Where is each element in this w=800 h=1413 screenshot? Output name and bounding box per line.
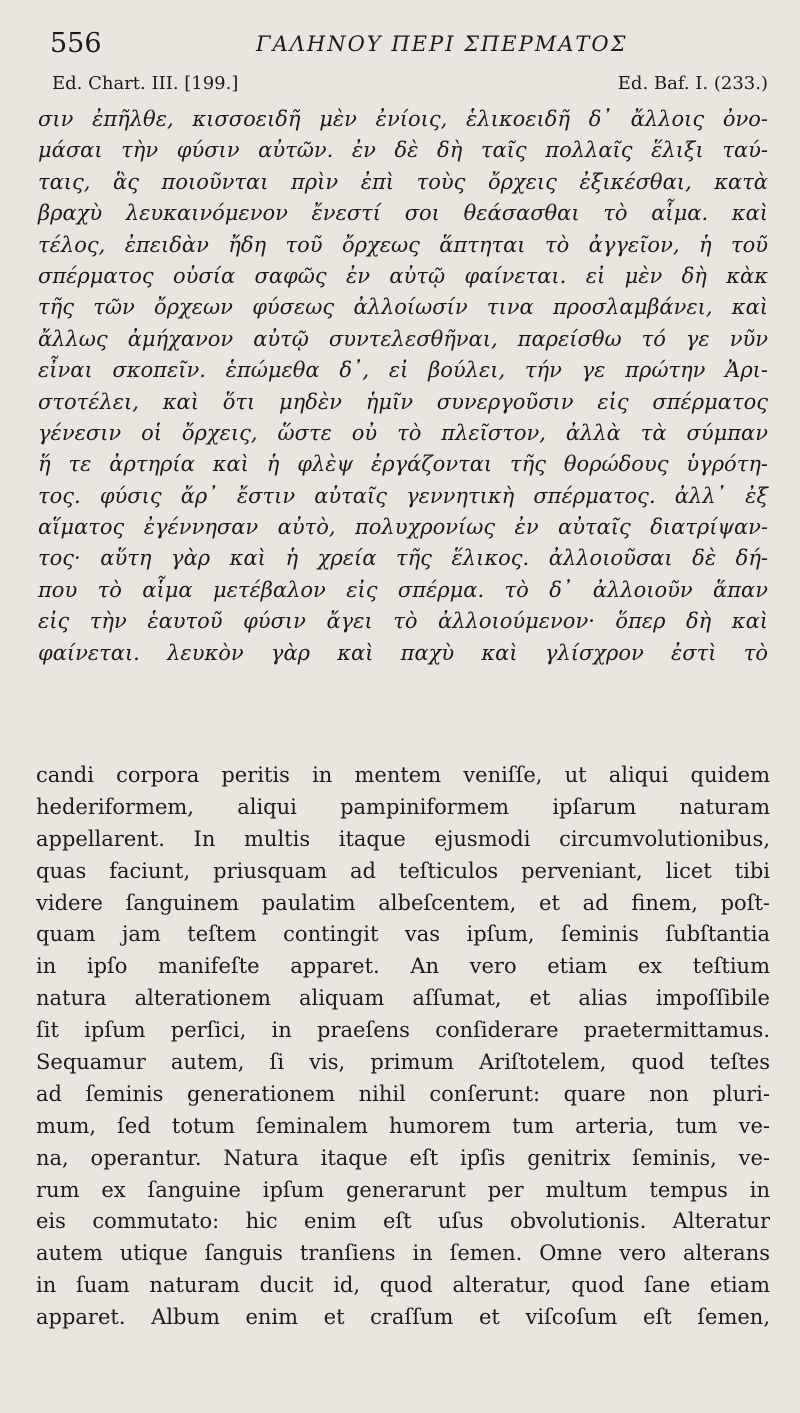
latin-line: candi corpora peritis in mentem veniſſe, ut aliqui quidem — [36, 763, 770, 787]
latin-line: apparet. Album enim et craſſum et viſcoſum eſt ſemen, — [36, 1305, 770, 1330]
greek-line: τος. φύσις ἄρ᾽ ἔστιν αὐταῖς γεννητικὴ σπέρματος. ἀλλ᾽ ἐξ — [38, 483, 768, 508]
greek-line: σιν ἐπῆλθε, κισσοειδῆ μὲν ἐνίοις, ἑλικοειδῆ δ᾽ ἄλλοις ὀνο- — [38, 107, 768, 131]
latin-line: quam jam teſtem contingit vas ipſum, ſeminis ſubſtantia — [36, 922, 770, 947]
latin-line: na, operantur. Natura itaque eſt ipſis genitrix ſeminis, ve- — [36, 1145, 770, 1170]
greek-line: ἥ τε ἀρτηρία καὶ ἡ φλὲψ ἐργάζονται τῆς θορώδους ὑγρότη- — [38, 452, 768, 477]
page-number: 556 — [50, 28, 102, 59]
greek-line: τῆς τῶν ὄρχεων φύσεως ἀλλοίωσίν τινα προσλαμβάνει, καὶ — [38, 295, 768, 320]
latin-line: quas faciunt, priusquam ad teſticulos perveniant, licet tibi — [36, 858, 770, 883]
edition-reference-line — [52, 73, 768, 101]
greek-line: εἰς τὴν ἑαυτοῦ φύσιν ἄγει τὸ ἀλλοιούμενον· ὅπερ δὴ καὶ — [38, 609, 768, 634]
greek-line: που τὸ αἷμα μετέβαλον εἰς σπέρμα. τὸ δ᾽ ἀλλοιοῦν ἅπαν — [38, 577, 768, 602]
running-title: ΓΑΛΗΝΟΥ ΠΕΡΙ ΣΠΕΡΜΑΤΟΣ — [256, 32, 628, 56]
greek-line: φαίνεται. λευκὸν γὰρ καὶ παχὺ καὶ γλίσχρον ἐστὶ τὸ — [38, 640, 768, 665]
greek-line: ταις, ἃς ποιοῦνται πρὶν ἐπὶ τοὺς ὄρχεις ἐξικέσθαι, κατὰ — [38, 169, 768, 194]
latin-text-block — [36, 760, 770, 1334]
greek-line: αἵματος ἐγέννησαν αὐτὸ, πολυχρονίως ἐν αὐταῖς διατρίψαν- — [38, 515, 768, 540]
greek-line: γένεσιν οἱ ὄρχεις, ὥστε οὐ τὸ πλεῖστον, ἀλλὰ τὰ σύμπαν — [38, 420, 768, 445]
latin-line: hederiformem, aliqui pampiniformem ipſarum naturam — [36, 794, 770, 819]
latin-line: Sequamur autem, ſi vis, primum Ariſtotelem, quod teſtes — [36, 1050, 770, 1075]
latin-line: mum, ſed totum ſeminalem humorem tum arteria, tum ve- — [36, 1113, 770, 1138]
greek-text-block — [38, 104, 768, 669]
latin-line: ad ſeminis generationem nihil conſerunt: quare non pluri- — [36, 1081, 770, 1106]
latin-line: ſit ipſum perſici, in praeſens conſiderare praetermittamus. — [36, 1018, 770, 1043]
running-head — [38, 24, 762, 60]
edition-reference-basel: Ed. Baf. I. (233.) — [617, 73, 768, 94]
latin-line: in ipſo manifeſte apparet. An vero etiam ex teſtium — [36, 954, 770, 979]
latin-line: in ſuam naturam ducit id, quod alteratur, quod ſane etiam — [36, 1273, 770, 1298]
latin-line: videre ſanguinem paulatim albeſcentem, et ad finem, poſt- — [36, 890, 770, 915]
greek-line: μάσαι τὴν φύσιν αὐτῶν. ἐν δὲ δὴ ταῖς πολλαῖς ἕλιξι ταύ- — [38, 138, 768, 163]
edition-reference-chartier: Ed. Chart. III. [199.] — [52, 73, 239, 94]
greek-line: ἄλλως ἀμήχανον αὐτῷ συντελεσθῆναι, παρείσθω τό γε νῦν — [38, 326, 768, 351]
latin-line: appellarent. In multis itaque ejusmodi circumvolutionibus, — [36, 826, 770, 851]
latin-line: autem utique ſanguis tranſiens in ſemen. Omne vero alterans — [36, 1241, 770, 1266]
greek-line: σπέρματος οὐσία σαφῶς ἐν αὐτῷ φαίνεται. εἰ μὲν δὴ κὰκ — [38, 263, 768, 288]
greek-line: τέλος, ἐπειδὰν ἤδη τοῦ ὄρχεως ἅπτηται τὸ ἀγγεῖον, ἡ τοῦ — [38, 232, 768, 257]
latin-line: rum ex ſanguine ipſum generarunt per multum tempus in — [36, 1177, 770, 1202]
greek-line: στοτέλει, καὶ ὅτι μηδὲν ἡμῖν συνεργοῦσιν εἰς σπέρματος — [38, 389, 768, 414]
greek-line: τος· αὕτη γὰρ καὶ ἡ χρεία τῆς ἕλικος. ἀλλοιοῦσαι δὲ δή- — [38, 546, 768, 571]
greek-line: βραχὺ λευκαινόμενον ἔνεστί σοι θεάσασθαι τὸ αἷμα. καὶ — [38, 201, 768, 226]
latin-line: eis commutato: hic enim eſt uſus obvolutionis. Alteratur — [36, 1209, 770, 1234]
greek-line: εἶναι σκοπεῖν. ἑπώμεθα δ᾽, εἰ βούλει, τήν γε πρώτην Ἀρι- — [38, 358, 768, 383]
latin-line: natura alterationem aliquam aſſumat, et alias impoſſibile — [36, 986, 770, 1011]
